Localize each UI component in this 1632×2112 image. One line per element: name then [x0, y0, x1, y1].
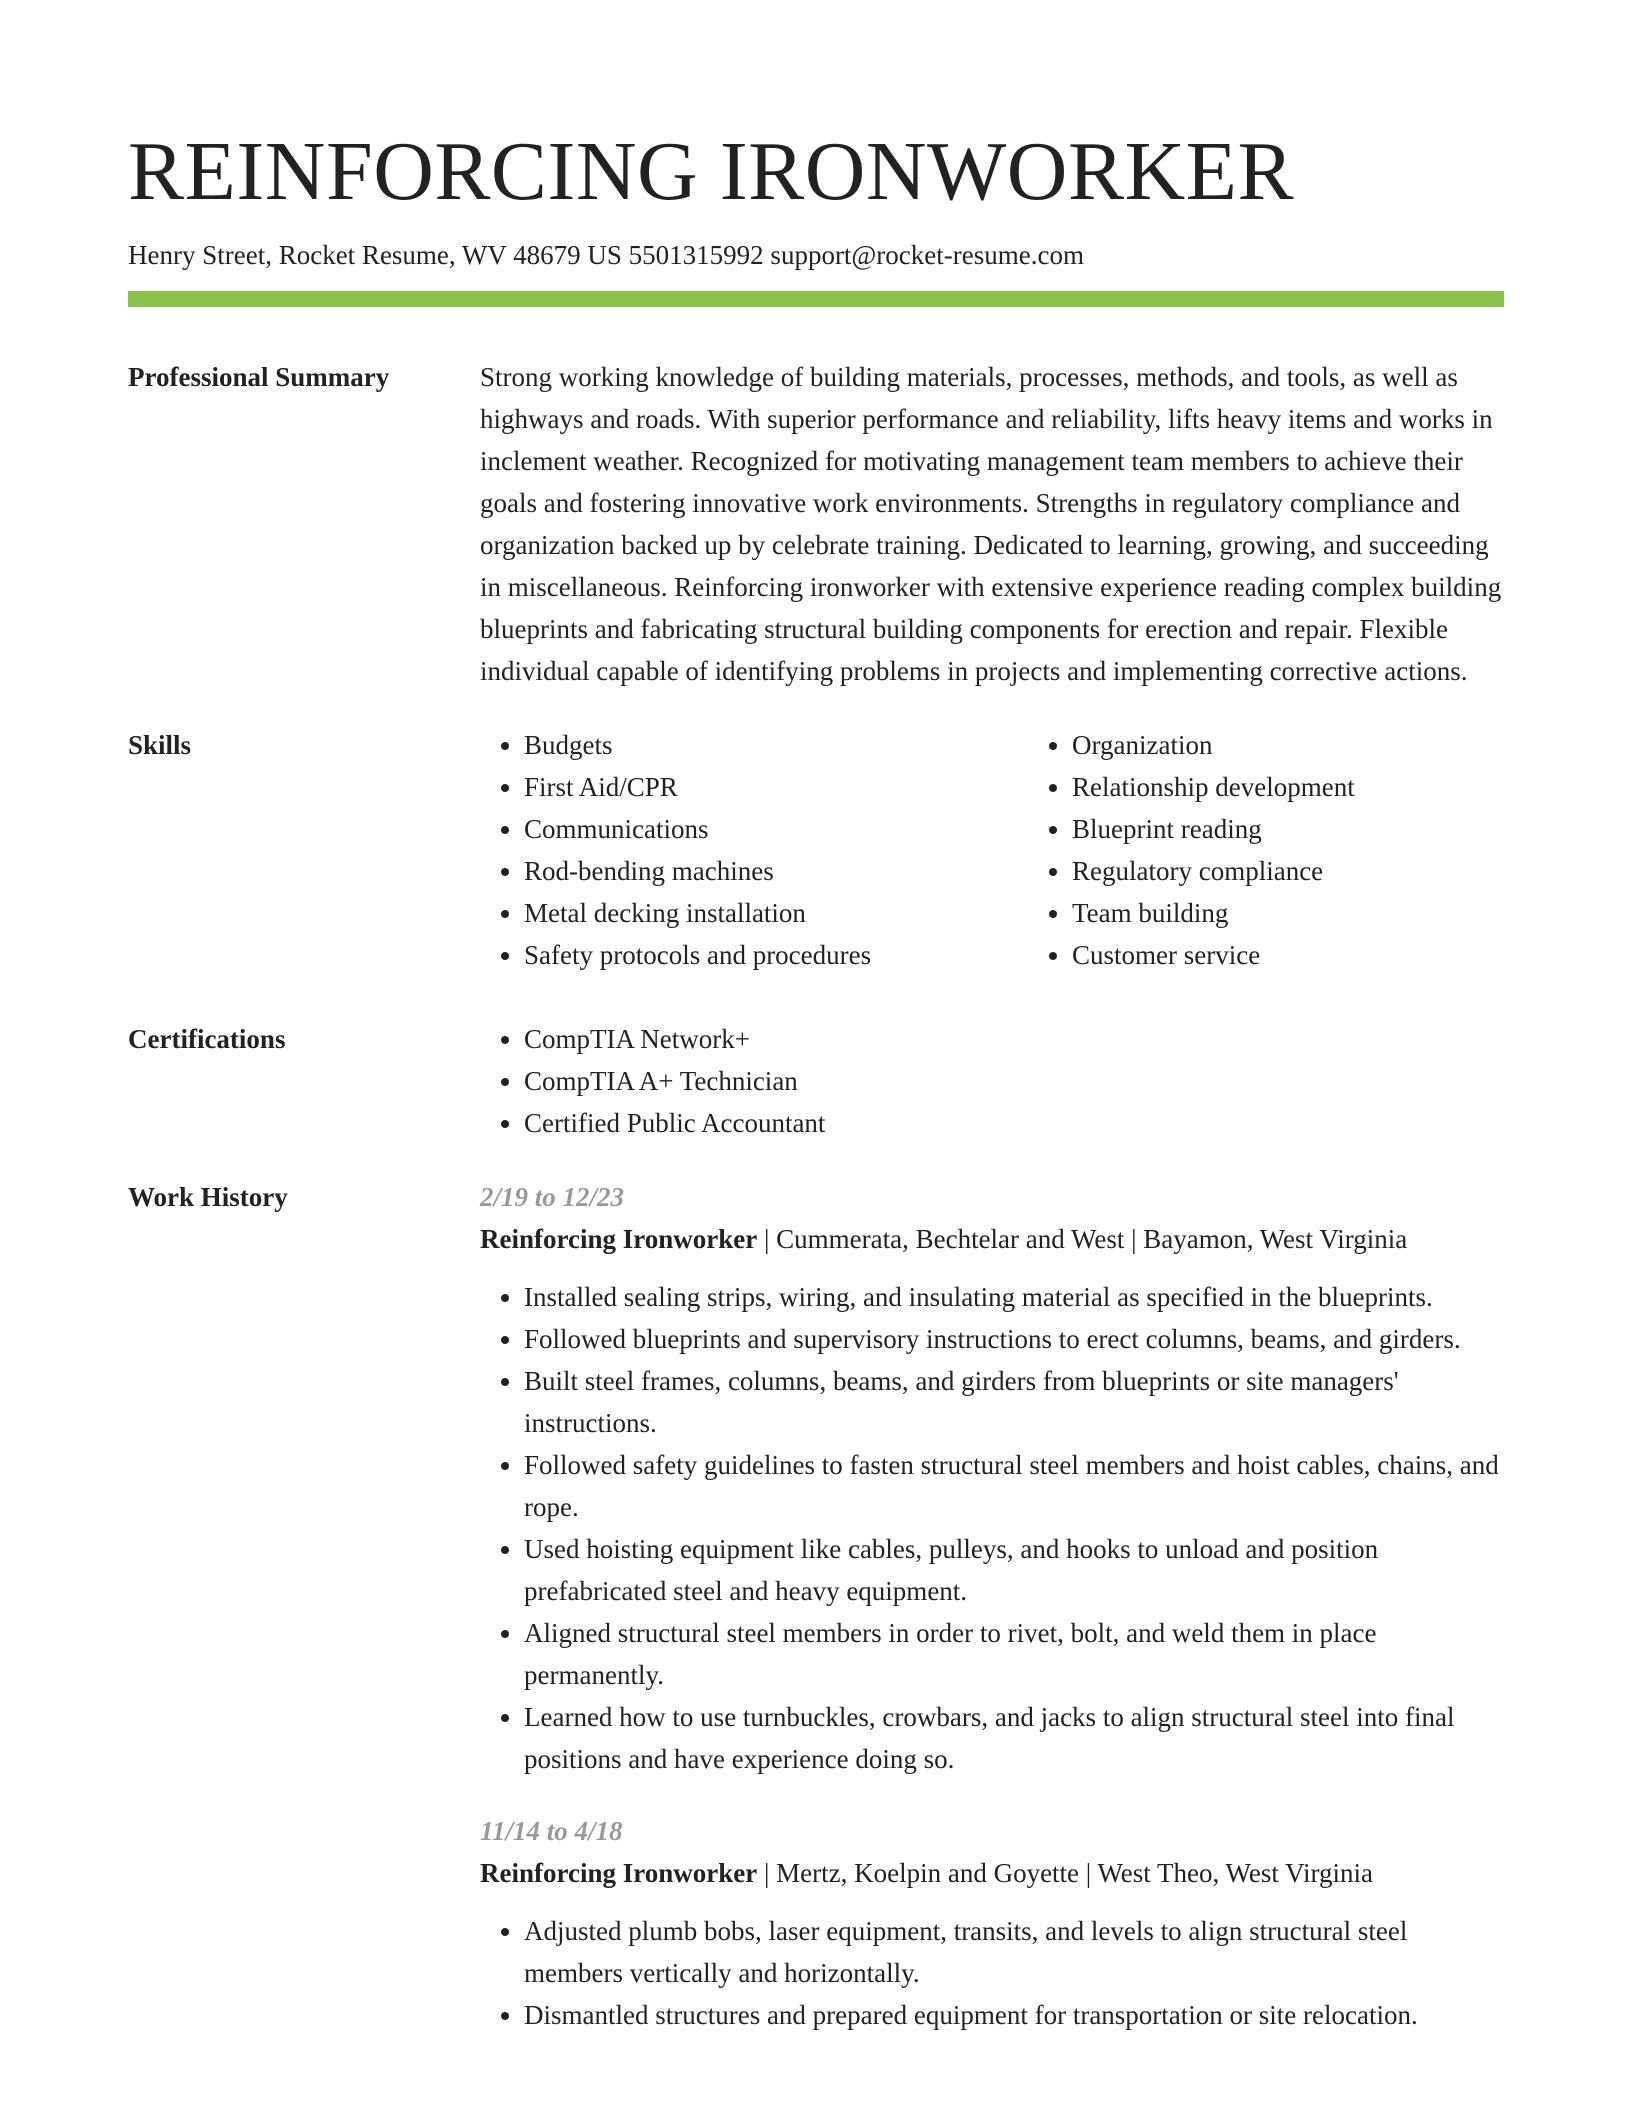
skill-item: • Metal decking installation — [524, 892, 1028, 934]
skill-item: • Organization — [1072, 724, 1576, 766]
work-history-section — [128, 1176, 1504, 2036]
section-label-summary: Professional Summary — [128, 362, 390, 392]
job-bullet: • Learned how to use turnbuckles, crowbars, and jacks to align structural steel into final positions and have experience doing so. — [524, 1696, 1504, 1780]
job-bullet: • Dismantled structures and prepared equipment for transportation or site relocation. — [524, 1994, 1504, 2036]
job-bullet: • Built steel frames, columns, beams, and girders from blueprints or site managers' instructions. — [524, 1360, 1504, 1444]
skills-column-right — [1028, 724, 1576, 976]
skill-item: • Regulatory compliance — [1072, 850, 1576, 892]
contact-info: Henry Street, Rocket Resume, WV 48679 US 5501315992 support@rocket-resume.com — [128, 240, 1084, 270]
section-label-work-history: Work History — [128, 1182, 288, 1212]
summary-text: Strong working knowledge of building materials, processes, methods, and tools, as well as highways and roads. With superior performance and reliability, lifts heavy items and works in inclement weather. Recognized for motivating management team members to achieve their goals and fostering innovative work environments. Strengths in regulatory compliance and organization backed up by celebrate training. Dedicated to learning, growing, and succeeding in miscellaneous. Reinforcing ironworker with extensive experience reading complex building blueprints and fabricating structural building components for erection and repair. Flexible individual capable of identifying problems in projects and implementing corrective actions. — [480, 362, 1502, 686]
job-dates: 11/14 to 4/18 — [480, 1816, 623, 1846]
work-history-body — [480, 1176, 1504, 2036]
job-heading — [480, 1852, 1504, 1894]
summary-body — [480, 356, 1504, 692]
job-bullet: • Used hoisting equipment like cables, pulleys, and hooks to unload and position prefabricated steel and heavy equipment. — [524, 1528, 1504, 1612]
skill-item: • Relationship development — [1072, 766, 1576, 808]
certification-item: • Certified Public Accountant — [524, 1102, 1504, 1144]
job-title: Reinforcing Ironworker — [480, 1224, 758, 1254]
job-bullets — [480, 1910, 1504, 2036]
job-employer-location: | Cummerata, Bechtelar and West | Bayamon, West Virginia — [757, 1224, 1408, 1254]
skill-item: • Blueprint reading — [1072, 808, 1576, 850]
job-employer-location: | Mertz, Koelpin and Goyette | West Theo, West Virginia — [757, 1858, 1373, 1888]
job-bullet: • Followed blueprints and supervisory instructions to erect columns, beams, and girders. — [524, 1318, 1504, 1360]
job-bullets — [480, 1276, 1504, 1780]
certifications-list — [480, 1018, 1504, 1144]
job-entry — [480, 1810, 1504, 2036]
section-label-certifications: Certifications — [128, 1024, 286, 1054]
job-heading — [480, 1218, 1504, 1260]
skill-item: • Safety protocols and procedures — [524, 934, 1028, 976]
job-title: Reinforcing Ironworker — [480, 1858, 758, 1888]
job-bullet: • Adjusted plumb bobs, laser equipment, transits, and levels to align structural steel members vertically and horizontally. — [524, 1910, 1504, 1994]
skills-grid — [480, 724, 1576, 976]
certifications-section — [128, 1018, 1504, 1144]
job-bullet: • Followed safety guidelines to fasten structural steel members and hoist cables, chains, and rope. — [524, 1444, 1504, 1528]
skill-item: • Rod-bending machines — [524, 850, 1028, 892]
job-bullet: • Installed sealing strips, wiring, and insulating material as specified in the blueprints. — [524, 1276, 1504, 1318]
skills-column-left — [480, 724, 1028, 976]
section-label-skills: Skills — [128, 730, 192, 760]
certifications-body — [480, 1018, 1504, 1144]
professional-summary-section — [128, 356, 1504, 692]
certification-item: • CompTIA A+ Technician — [524, 1060, 1504, 1102]
job-dates: 2/19 to 12/23 — [480, 1182, 625, 1212]
skills-section — [128, 724, 1504, 976]
skill-item: • First Aid/CPR — [524, 766, 1028, 808]
header-divider — [128, 291, 1504, 307]
job-bullet: • Aligned structural steel members in order to rivet, bolt, and weld them in place permanently. — [524, 1612, 1504, 1696]
skill-item: • Customer service — [1072, 934, 1576, 976]
skill-item: • Team building — [1072, 892, 1576, 934]
skill-item: • Budgets — [524, 724, 1028, 766]
candidate-name: REINFORCING IRONWORKER — [128, 125, 1294, 218]
skill-item: • Communications — [524, 808, 1028, 850]
job-entry — [480, 1176, 1504, 1780]
certification-item: • CompTIA Network+ — [524, 1018, 1504, 1060]
resume-page — [128, 0, 1504, 2036]
